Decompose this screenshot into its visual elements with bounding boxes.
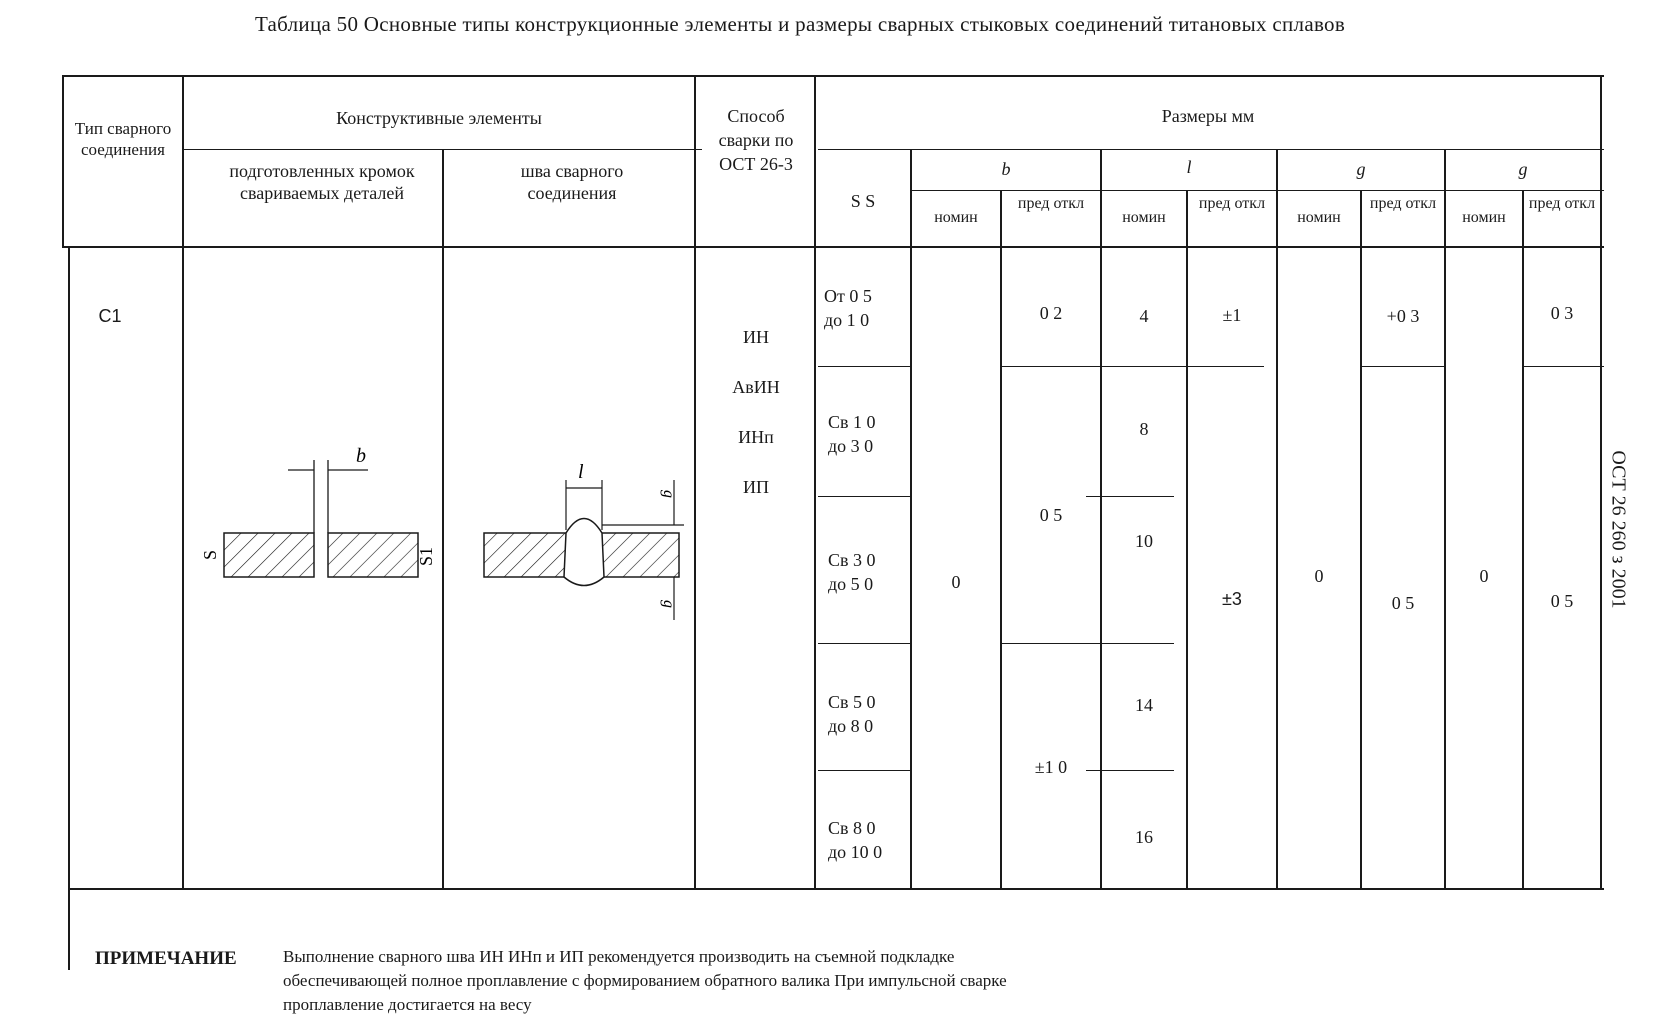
- method-4: ИП: [743, 477, 769, 497]
- header-seam: шва сварного соединения: [520, 161, 624, 203]
- header-g1-dev: пред откл: [1528, 195, 1596, 212]
- left-border-body: [68, 246, 70, 970]
- header-g-dev: пред откл: [1369, 195, 1437, 212]
- g1-dev-value-2: 0 5: [1550, 591, 1574, 611]
- row-divider-1-g1dev: [1524, 366, 1604, 367]
- col-line-8: [1186, 190, 1188, 890]
- header-type: Тип сварного соединения: [74, 119, 172, 159]
- note-label: ПРИМЕЧАНИЕ: [95, 948, 237, 969]
- header-g: g: [1356, 159, 1366, 179]
- header-b-dev: пред откл: [1017, 195, 1085, 212]
- g1-dev-value-1: 0 3: [1550, 303, 1574, 323]
- col-line-9: [1276, 149, 1278, 890]
- right-border: [1600, 75, 1602, 890]
- header-prepared-edges: подготовленных кромок свариваемых деталей: [229, 161, 415, 203]
- dim-g-bottom-label: g: [660, 600, 677, 608]
- s-range-1: От 0 5 до 1 0: [824, 286, 872, 330]
- plate-right: [328, 533, 418, 577]
- method-2: АвИН: [732, 377, 780, 397]
- dim-s-label: S: [200, 549, 220, 560]
- s-range-3: Св 3 0 до 5 0: [828, 550, 876, 594]
- row-divider-1-gdev: [1360, 366, 1444, 367]
- header-method: Способ сварки по ОСТ 26-3: [718, 106, 794, 174]
- side-document-code: ОСТ 26 260 з 2001: [1607, 450, 1630, 609]
- header-g-nom: номин: [1297, 209, 1341, 226]
- b-nom-value: 0: [951, 572, 961, 592]
- header-constructive: Конструктивные элементы: [336, 108, 542, 128]
- dim-b-label: b: [356, 445, 366, 467]
- s-range-5: Св 8 0 до 10 0: [828, 818, 883, 862]
- weld-bead: [564, 519, 604, 586]
- subheader-divider: [912, 190, 1604, 191]
- table-bottom-border: [68, 888, 1604, 890]
- row-divider-3-bdev: [1002, 643, 1086, 644]
- b-dev-value-3: ±1 0: [1034, 757, 1068, 777]
- left-border-top: [62, 75, 64, 248]
- header-g1-nom: номин: [1462, 209, 1506, 226]
- method-1: ИН: [743, 327, 769, 347]
- seam-drawing: [444, 450, 694, 620]
- g-dev-value-2: 0 5: [1391, 593, 1415, 613]
- note-text: Выполнение сварного шва ИН ИНп и ИП рекомендуется производить на съемной подкладке обеспечивающей полное проплавление с формированием обратного валика При импульсной сварке проплавление достигается на весу: [283, 947, 1007, 1014]
- header-l-dev: пред откл: [1198, 195, 1266, 212]
- sizes-header-divider: [818, 149, 1604, 150]
- l-nom-value-2: 8: [1139, 419, 1149, 439]
- header-bottom-border: [62, 246, 1604, 248]
- row-divider-3-s: [818, 643, 912, 644]
- row-divider-2-s: [818, 496, 912, 497]
- header-s: S S: [850, 191, 876, 211]
- s-range-4: Св 5 0 до 8 0: [828, 692, 876, 736]
- l-nom-value-5: 16: [1135, 827, 1153, 847]
- b-dev-value-1: 0 2: [1039, 303, 1063, 323]
- col-line-10: [1360, 190, 1362, 890]
- b-dev-value-2: 0 5: [1039, 505, 1063, 525]
- method-3: ИНп: [738, 427, 774, 447]
- header-b: b: [1001, 159, 1011, 179]
- g-nom-value: 0: [1314, 566, 1324, 586]
- col-line-11: [1444, 149, 1446, 890]
- joint-type-value: С1: [98, 306, 122, 326]
- table-title: Таблица 50 Основные типы конструкционные элементы и размеры сварных стыковых соединений титановых сплавов: [254, 12, 1346, 36]
- l-dev-value-1: ±1: [1222, 305, 1242, 325]
- col-line-5: [910, 149, 912, 890]
- l-dev-value-2: ±3: [1222, 589, 1242, 609]
- dim-s1-label: S1: [416, 546, 436, 566]
- l-nom-value-4: 14: [1135, 695, 1153, 715]
- header-l-nom: номин: [1122, 209, 1166, 226]
- header-l: l: [1186, 157, 1192, 177]
- col-line-3: [694, 75, 696, 890]
- dim-l-label: l: [578, 461, 584, 483]
- dim-g-top-label: g: [660, 490, 677, 498]
- header-g1: g: [1518, 159, 1528, 179]
- l-nom-value-3: 10: [1135, 531, 1153, 551]
- g1-nom-value: 0: [1479, 566, 1489, 586]
- row-divider-1-bdev: [1002, 366, 1086, 367]
- l-nom-value-1: 4: [1139, 306, 1149, 326]
- col-line-12: [1522, 190, 1524, 890]
- table-top-border: [62, 75, 1604, 77]
- s-range-2: Св 1 0 до 3 0: [828, 412, 876, 456]
- col-line-7: [1100, 149, 1102, 890]
- prepared-edges-drawing: [184, 420, 440, 600]
- plate-left: [224, 533, 314, 577]
- row-divider-4-s: [818, 770, 912, 771]
- header-sizes: Размеры мм: [1161, 106, 1255, 126]
- col-line-6: [1000, 190, 1002, 890]
- row-divider-1-s: [818, 366, 912, 367]
- header-b-nom: номин: [934, 209, 978, 226]
- g-dev-value-1: +0 3: [1386, 306, 1420, 326]
